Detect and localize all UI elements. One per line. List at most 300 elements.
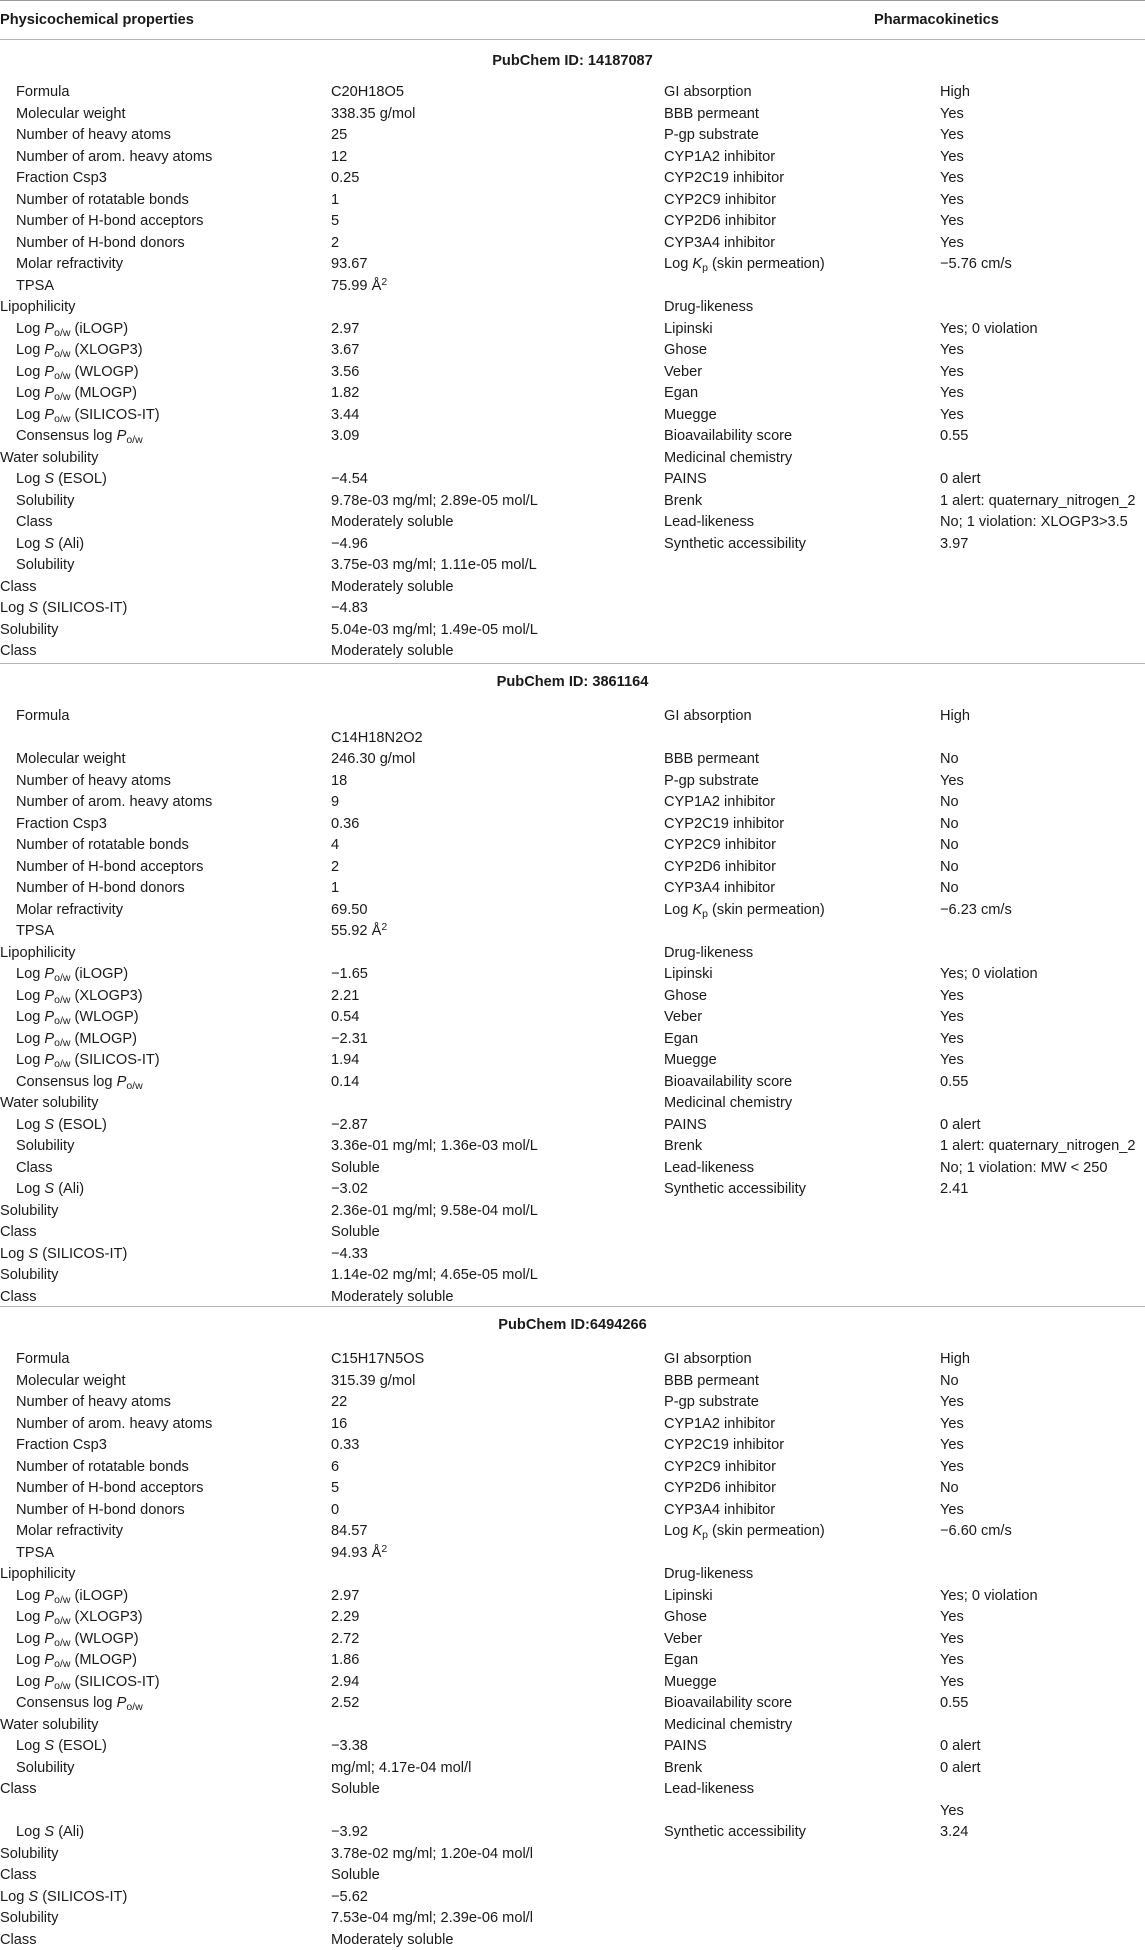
- row-value: [331, 792, 339, 812]
- value-text: 0 alert: [940, 1116, 981, 1133]
- label-text: Veber: [664, 1630, 703, 1647]
- label-text: Log: [664, 256, 693, 272]
- pk-label: [664, 1629, 702, 1649]
- value-text: 0.33: [331, 1437, 360, 1453]
- pk-label: [664, 771, 759, 791]
- label-subscript: o/w: [54, 1615, 71, 1627]
- value-text: 5: [331, 213, 340, 229]
- label-text: Fraction Csp3: [16, 170, 107, 186]
- label-text: CYP3A4 inhibitor: [664, 234, 776, 251]
- row-value: [331, 1500, 339, 1520]
- pk-label: [664, 1758, 702, 1778]
- row-label: [16, 1736, 107, 1756]
- pk-value: [940, 1029, 964, 1049]
- label-text: BBB permeant: [664, 105, 759, 122]
- pk-label: [664, 82, 752, 102]
- pk-label: [664, 1371, 759, 1391]
- value-text: Yes: [940, 363, 964, 380]
- label-italic: P: [44, 1030, 55, 1047]
- row-label: [0, 620, 58, 640]
- row-label: [16, 1521, 123, 1541]
- pk-value: [940, 1500, 964, 1520]
- pk-value: [940, 104, 964, 124]
- row-label: [16, 900, 123, 920]
- label-text: Log: [16, 406, 45, 423]
- value-text: 69.50: [331, 901, 368, 918]
- label-text: Molecular weight: [16, 751, 126, 767]
- label-text: Log: [664, 901, 693, 918]
- pk-label: [664, 1050, 717, 1070]
- label-suffix: (SILICOS-IT): [38, 600, 128, 616]
- pk-value: [940, 814, 959, 834]
- label-subscript: o/w: [54, 1058, 71, 1070]
- row-value: [331, 1349, 424, 1369]
- pk-label: [664, 1158, 754, 1178]
- label-text: BBB permeant: [664, 751, 759, 767]
- label-text: Egan: [664, 385, 699, 401]
- row-value: [331, 878, 339, 898]
- pk-value: [940, 426, 968, 446]
- row-value: [331, 125, 347, 145]
- pk-value: [940, 1629, 964, 1649]
- row-value: [331, 1543, 387, 1563]
- row-label: [16, 1414, 212, 1434]
- label-text: Number of arom. heavy atoms: [16, 148, 213, 165]
- pk-value: [940, 1371, 959, 1391]
- label-italic: P: [44, 1673, 55, 1690]
- label-text: Ghose: [664, 1609, 707, 1625]
- pk-value: [940, 82, 970, 102]
- pk-label: [664, 1564, 753, 1584]
- label-suffix: (MLOGP): [70, 1652, 137, 1668]
- label-text: Molar refractivity: [16, 901, 124, 918]
- value-text: Yes: [940, 1501, 964, 1518]
- label-subscript: o/w: [54, 412, 71, 425]
- pk-value: [940, 1457, 964, 1477]
- value-text: Yes: [940, 170, 964, 186]
- row-value: [331, 190, 339, 210]
- pk-value: [940, 1607, 964, 1627]
- row-label: [16, 1758, 74, 1778]
- label-subscript: o/w: [54, 1036, 71, 1049]
- row-value: [331, 254, 368, 274]
- label-text: Number of H-bond donors: [16, 234, 185, 251]
- label-text: Lipinski: [664, 966, 713, 982]
- label-subscript: o/w: [54, 348, 71, 360]
- value-text: 3.56: [331, 363, 360, 380]
- label-text: Number of H-bond donors: [16, 880, 185, 896]
- row-label: [0, 1779, 37, 1799]
- row-label: [16, 792, 212, 812]
- section-title: PubChem ID: 3861164: [496, 674, 649, 690]
- value-text: Yes: [940, 385, 964, 401]
- row-value: [331, 1222, 380, 1242]
- value-text: 2.36e-01 mg/ml; 9.58e-04 mol/L: [331, 1202, 538, 1219]
- value-superscript: 2: [381, 275, 388, 288]
- row-label: [0, 1715, 98, 1735]
- label-text: CYP1A2 inhibitor: [664, 1415, 776, 1432]
- row-value: [331, 233, 339, 253]
- value-text: 315.39 g/mol: [331, 1372, 416, 1389]
- pk-value: [940, 792, 959, 812]
- row-value: [331, 749, 415, 769]
- value-text: −5.62: [331, 1888, 368, 1905]
- value-text: Yes: [940, 342, 964, 358]
- value-superscript: 2: [381, 1542, 388, 1555]
- label-text: Number of H-bond acceptors: [16, 858, 204, 875]
- row-label: [16, 1478, 203, 1498]
- label-text: Log: [16, 363, 45, 380]
- pk-label: [664, 857, 776, 877]
- label-text: PAINS: [664, 1116, 707, 1133]
- row-value: [331, 1179, 368, 1199]
- value-text: −2.31: [331, 1030, 368, 1047]
- row-label: [16, 771, 171, 791]
- pk-value: [940, 168, 964, 188]
- pk-value: [940, 1521, 1012, 1541]
- label-text: Bioavailability score: [664, 1073, 793, 1090]
- label-text: Solubility: [16, 557, 75, 573]
- pk-value: [940, 1136, 1136, 1156]
- label-text: Log: [16, 1587, 45, 1604]
- pk-label: [664, 1029, 698, 1049]
- label-text: Solubility: [0, 1910, 59, 1926]
- label-text: TPSA: [16, 1544, 55, 1561]
- pk-value: [940, 900, 1012, 920]
- value-text: 7.53e-04 mg/ml; 2.39e-06 mol/l: [331, 1910, 533, 1926]
- row-label: [16, 1650, 137, 1670]
- pk-label: [664, 211, 776, 231]
- value-text: 1 alert: quaternary_nitrogen_2: [940, 492, 1136, 509]
- label-text: CYP1A2 inhibitor: [664, 794, 776, 810]
- row-value: [331, 383, 359, 403]
- value-superscript: 2: [381, 921, 388, 933]
- value-text: Moderately soluble: [331, 1288, 454, 1305]
- value-text: Yes: [940, 1394, 964, 1410]
- label-suffix: (skin permeation): [707, 1523, 825, 1539]
- label-suffix: (ESOL): [54, 1738, 107, 1754]
- label-text: Synthetic accessibility: [664, 535, 806, 552]
- label-italic: S: [44, 1181, 55, 1197]
- pk-value: [940, 233, 964, 253]
- row-value: [331, 319, 359, 339]
- row-value: [331, 1244, 368, 1264]
- label-text: Solubility: [0, 1202, 59, 1219]
- row-label: [16, 211, 203, 231]
- row-value: [331, 1072, 359, 1092]
- label-subscript: o/w: [54, 1679, 71, 1692]
- value-text: Yes: [940, 1052, 964, 1068]
- value-text: 5: [331, 1480, 340, 1496]
- value-text: 25: [331, 127, 348, 143]
- value-text: 2.97: [331, 320, 360, 337]
- pk-value: [940, 1478, 959, 1498]
- label-text: Class: [0, 578, 37, 595]
- pk-value: [940, 340, 964, 360]
- label-text: Class: [0, 1224, 37, 1240]
- pk-label: [664, 986, 707, 1006]
- pk-label: [664, 512, 754, 532]
- value-text: 0: [331, 1501, 340, 1518]
- pk-value: [940, 1435, 964, 1455]
- label-subscript: o/w: [54, 972, 71, 984]
- value-text: C15H17N5OS: [331, 1351, 425, 1367]
- pk-label: [664, 1179, 806, 1199]
- label-text: Lipinski: [664, 1587, 713, 1604]
- value-text: 2: [331, 858, 340, 875]
- label-text: Lipinski: [664, 320, 713, 337]
- row-label: [16, 1136, 74, 1156]
- label-suffix: (WLOGP): [70, 363, 139, 380]
- row-label: [0, 297, 75, 317]
- row-label: [16, 1693, 143, 1713]
- label-text: Formula: [16, 84, 70, 100]
- label-text: Consensus log: [16, 1695, 117, 1711]
- row-value: [331, 555, 537, 575]
- row-value: [331, 1693, 359, 1713]
- label-text: Class: [0, 1781, 37, 1797]
- value-text: 3.36e-01 mg/ml; 1.36e-03 mol/L: [331, 1138, 538, 1154]
- label-text: P-gp substrate: [664, 1394, 759, 1410]
- pk-value: [940, 362, 964, 382]
- pk-value: [940, 1586, 1038, 1606]
- label-text: Log: [16, 1116, 45, 1133]
- label-suffix: (MLOGP): [70, 385, 137, 401]
- row-label: [0, 448, 98, 468]
- value-text: 84.57: [331, 1523, 368, 1539]
- pk-label: [664, 1586, 713, 1606]
- label-text: Lipophilicity: [0, 944, 76, 961]
- pk-label: [664, 964, 713, 984]
- label-text: TPSA: [16, 277, 55, 294]
- row-label: [0, 1201, 58, 1221]
- label-italic: P: [44, 1652, 55, 1668]
- pk-label: [664, 1478, 776, 1498]
- section-rule: [0, 663, 1145, 664]
- label-text: Veber: [664, 1009, 703, 1025]
- value-text: No: [940, 837, 959, 853]
- label-subscript: o/w: [54, 993, 71, 1006]
- pk-value: [940, 491, 1136, 511]
- label-text: Formula: [16, 1351, 70, 1367]
- value-text: 3.44: [331, 406, 360, 423]
- row-value: [331, 728, 423, 748]
- value-text: 1.94: [331, 1052, 360, 1068]
- label-text: Lead-likeness: [664, 1159, 755, 1176]
- label-text: Bioavailability score: [664, 1695, 793, 1711]
- pk-label: [664, 1650, 698, 1670]
- pk-value: [940, 383, 964, 403]
- row-label: [16, 147, 212, 167]
- row-label: [16, 276, 54, 296]
- label-text: Log: [16, 1052, 45, 1068]
- value-text: Yes: [940, 105, 964, 122]
- row-label: [16, 1179, 84, 1199]
- value-text: Yes: [940, 1630, 964, 1647]
- pk-value: [940, 1349, 970, 1369]
- row-value: [331, 534, 368, 554]
- row-value: [331, 1908, 533, 1928]
- row-label: [0, 1930, 37, 1950]
- row-value: [331, 405, 359, 425]
- row-label: [16, 125, 171, 145]
- row-label: [16, 190, 189, 210]
- label-suffix: (SILICOS-IT): [70, 406, 160, 423]
- label-text: Log: [16, 535, 45, 552]
- value-text: 0.36: [331, 815, 360, 832]
- label-text: GI absorption: [664, 1351, 752, 1367]
- label-text: Medicinal chemistry: [664, 1716, 793, 1733]
- pk-label: [664, 125, 759, 145]
- row-value: [331, 1672, 359, 1692]
- value-text: Yes: [940, 987, 964, 1004]
- value-text: Yes: [940, 1415, 964, 1432]
- value-text: −6.23 cm/s: [940, 901, 1012, 918]
- row-label: [16, 986, 143, 1006]
- label-text: Class: [16, 1159, 53, 1176]
- label-text: Log: [0, 1245, 29, 1262]
- row-value: [331, 1371, 415, 1391]
- row-value: [331, 1265, 538, 1285]
- value-text: 3.67: [331, 342, 360, 358]
- label-text: Drug-likeness: [664, 1566, 754, 1582]
- pk-value: [940, 1072, 968, 1092]
- label-text: Number of rotatable bonds: [16, 1458, 189, 1475]
- row-label: [0, 1244, 127, 1264]
- pk-label: [664, 405, 717, 425]
- row-value: [331, 577, 454, 597]
- label-italic: P: [44, 320, 55, 337]
- row-value: [331, 147, 347, 167]
- label-text: CYP2C9 inhibitor: [664, 191, 776, 208]
- value-text: 0.55: [940, 428, 969, 444]
- label-subscript: o/w: [126, 1701, 143, 1713]
- row-value: [331, 1521, 368, 1541]
- row-label: [16, 964, 128, 984]
- label-text: CYP2C9 inhibitor: [664, 837, 776, 853]
- row-value: [331, 1478, 339, 1498]
- row-label: [16, 82, 70, 102]
- label-suffix: (Ali): [54, 1824, 85, 1840]
- label-text: Muegge: [664, 1052, 717, 1068]
- value-text: −3.02: [331, 1181, 368, 1197]
- label-subscript: o/w: [54, 1658, 71, 1670]
- value-text: 0 alert: [940, 1759, 981, 1776]
- row-value: [331, 900, 368, 920]
- pk-label: [664, 448, 792, 468]
- label-italic: P: [44, 363, 55, 380]
- label-text: Water solubility: [0, 1095, 99, 1111]
- value-text: −4.96: [331, 535, 368, 552]
- label-text: PAINS: [664, 1738, 707, 1754]
- label-text: P-gp substrate: [664, 127, 759, 143]
- label-text: Ghose: [664, 342, 707, 358]
- label-text: Class: [0, 1288, 37, 1305]
- label-suffix: (XLOGP3): [70, 987, 143, 1004]
- row-label: [0, 1265, 58, 1285]
- value-text: 3.78e-02 mg/ml; 1.20e-04 mol/l: [331, 1845, 533, 1862]
- pk-value: [940, 1158, 1108, 1178]
- label-text: CYP2C19 inhibitor: [664, 815, 785, 832]
- label-text: Brenk: [664, 1759, 703, 1776]
- row-value: [331, 598, 368, 618]
- row-value: [331, 276, 387, 296]
- label-italic: P: [44, 1609, 55, 1625]
- value-text: Yes: [940, 1458, 964, 1475]
- row-value: [331, 104, 415, 124]
- pk-value: [940, 1414, 964, 1434]
- label-text: Lead-likeness: [664, 514, 755, 530]
- row-value: [331, 986, 359, 1006]
- label-text: Number of arom. heavy atoms: [16, 1415, 213, 1432]
- value-text: 246.30 g/mol: [331, 751, 416, 767]
- row-label: [16, 814, 107, 834]
- label-subscript: o/w: [54, 1593, 71, 1606]
- value-text: −1.65: [331, 966, 368, 982]
- row-value: [331, 1650, 359, 1670]
- row-label: [16, 405, 160, 425]
- pk-label: [664, 1435, 784, 1455]
- label-italic: P: [44, 406, 55, 423]
- value-text: −4.83: [331, 600, 368, 616]
- section-title: PubChem ID:6494266: [498, 1317, 647, 1333]
- row-label: [0, 1287, 37, 1307]
- value-text: 18: [331, 772, 348, 789]
- pk-value: [940, 405, 964, 425]
- label-text: Muegge: [664, 1673, 717, 1690]
- label-text: Log: [0, 1888, 29, 1905]
- row-value: [331, 211, 339, 231]
- label-text: Ghose: [664, 987, 707, 1004]
- pk-value: [940, 190, 964, 210]
- label-text: Formula: [16, 708, 70, 724]
- row-value: [331, 1158, 380, 1178]
- row-label: [16, 340, 143, 360]
- value-text: Yes; 0 violation: [940, 320, 1038, 337]
- value-text: Moderately soluble: [331, 578, 454, 595]
- header-physicochemical: Physicochemical properties: [0, 12, 194, 28]
- pk-label: [664, 1392, 759, 1412]
- row-label: [16, 168, 107, 188]
- pk-value: [940, 706, 970, 726]
- value-text: Yes: [940, 1609, 964, 1625]
- value-text: 0.25: [331, 170, 360, 186]
- value-text: 0 alert: [940, 471, 981, 487]
- row-label: [16, 706, 70, 726]
- label-text: Log: [0, 600, 29, 616]
- value-text: High: [940, 708, 971, 724]
- label-text: Egan: [664, 1030, 699, 1047]
- value-text: Soluble: [331, 1159, 380, 1176]
- label-text: Log: [16, 966, 45, 982]
- value-text: −4.54: [331, 471, 368, 487]
- label-suffix: (iLOGP): [70, 1587, 129, 1604]
- pk-value: [940, 147, 964, 167]
- pk-value: [940, 1801, 964, 1821]
- label-suffix: (XLOGP3): [70, 1609, 143, 1625]
- row-label: [16, 104, 126, 124]
- row-label: [0, 598, 127, 618]
- label-text: Number of heavy atoms: [16, 127, 171, 143]
- value-text: No: [940, 1480, 959, 1496]
- pk-value: [940, 878, 959, 898]
- value-text: 16: [331, 1415, 348, 1432]
- row-value: [331, 921, 387, 941]
- value-text: Yes: [940, 127, 964, 143]
- label-italic: S: [44, 1738, 55, 1754]
- pk-label: [664, 749, 759, 769]
- pk-value: [940, 964, 1038, 984]
